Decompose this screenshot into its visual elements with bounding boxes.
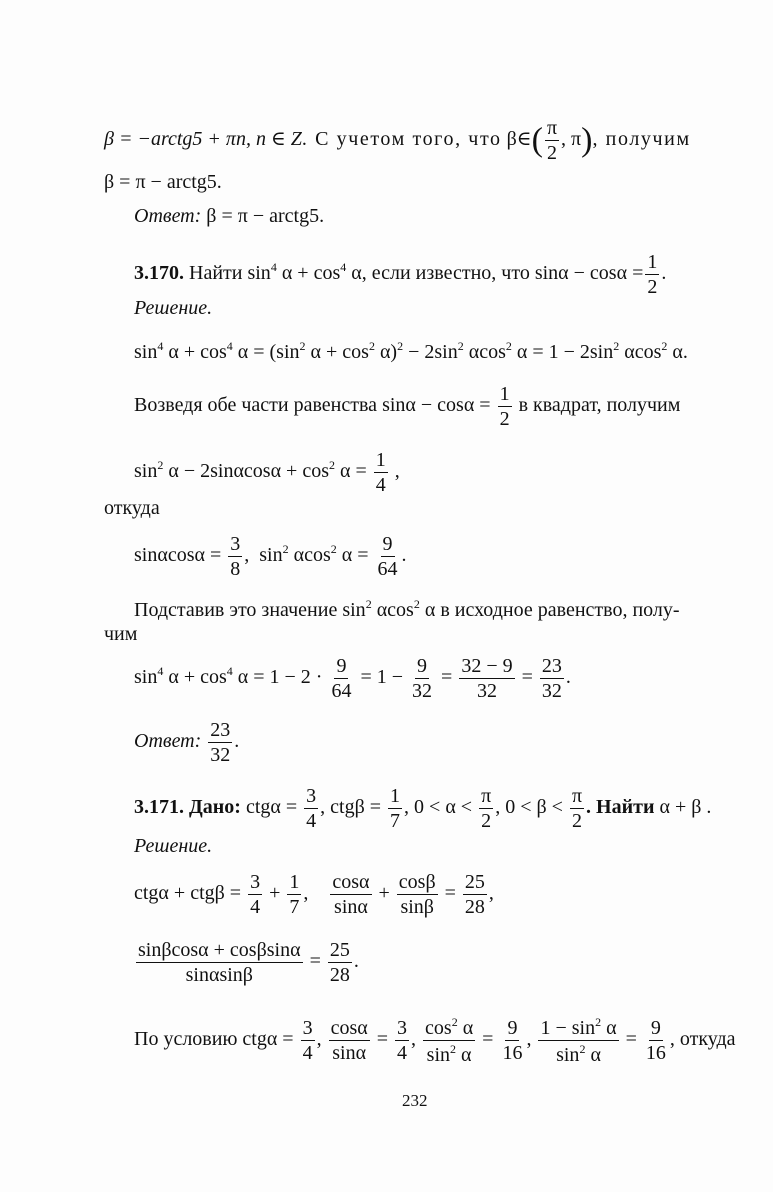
solution-label-1: Решение. [134,297,213,319]
quarter-fraction: $\frac{1}{4}$ [375,449,386,496]
interval-condition-right: , π [561,128,582,151]
problem-expr: $\sin^4 \alpha + \cos^4 \alpha$ [247,260,362,285]
pi-half-beta: $\frac{\pi}{2}$ [571,785,583,832]
cos-sin-b-fraction: $\frac{\cos\beta}{\sin\beta}$ [398,871,436,918]
beta-general-formula: β = −arctg5 + πn, n ∈ Z [104,128,302,151]
three-quarters-fraction-4: $\frac{3}{4}$ [397,1017,408,1064]
interval-condition-left: β∈ [506,128,532,151]
result-fraction: $\frac{23}{32}$ [541,655,562,702]
cos-sin-a-fraction-2: $\frac{\cos\alpha}{\sin\alpha}$ [330,1017,368,1064]
nine-64-fraction: $\frac{9}{64}$ [377,533,398,580]
substitute-text-b: в исходное равенство, полу- [440,599,680,621]
cos2-sin2-fraction: $\frac{\cos^2 \alpha}{\sin^2 \alpha}$ [425,1015,474,1066]
line1-end: , получим [592,128,691,151]
substitute-line: Подставив это значение $\sin^2 \alpha\cos^2$ α в исходное равенство, полу- [134,597,680,621]
sum-fraction: $\frac{\sin\beta\cos\alpha + \cos\beta\sin\alpha}{\sin\alpha\sin\beta}$ [138,939,301,986]
page-number: 232 [402,1091,428,1110]
answer-value: β = π − arctg5. [206,205,325,227]
squared-equation: $\sin^2 \alpha - 2\sin\alpha\cos\alpha + \cos^2 \alpha$ = $\frac{1}{4}$ , [134,449,400,496]
problem-3-171: 3.171. Дано: ctgα = $\frac{3}{4}$ , ctgβ = $\frac{1}{7}$ , 0 < α < $\frac{\pi}{2}$ , 0 < β < $\frac{\pi}{2}$ . Найти α + β . [134,785,712,832]
answer-2: Ответ: $\frac{23}{32}$ . [134,719,240,766]
problem-number: 3.170. [134,262,184,285]
final-computation: $\sin^4 \alpha + \cos^4 \alpha = 1 - 2$ · $\frac{9}{64}$ = 1 − $\frac{9}{32}$ = $\frac{32 - 9}{32}$ = $\frac{23}{32}$ . [134,655,571,702]
condition-end: , откуда [669,1028,736,1051]
answer-fraction: $\frac{23}{32}$ [210,719,231,766]
line-beta-general: β = −arctg5 + πn, n ∈ Z. С учетом того, что β∈( $\frac{\pi}{2}$ , π), получим [104,117,691,164]
problem-number-2: 3.171. [134,796,184,819]
problem-3-170: 3.170. Найти $\sin^4 \alpha + \cos^4 \alpha$, если известно, что sinα − cosα = $\frac{1}{2}$ . [134,251,667,298]
condition-text: По условию [134,1028,238,1051]
twentyfive-28-fraction-2: $\frac{25}{28}$ [329,939,350,986]
whence-word: откуда [104,497,160,519]
line-beta-result: β = π − arctg5. [104,171,222,193]
half-fraction-2: $\frac{1}{2}$ [499,383,510,430]
squaring-line: Возведя обе части равенства sinα − cosα = $\frac{1}{2}$ в квадрат, получим [134,383,681,430]
three-quarters-fraction-3: $\frac{3}{4}$ [302,1017,313,1064]
substitute-line-cont: чим [104,623,138,645]
nine-64-fraction-2: $\frac{9}{64}$ [331,655,352,702]
one-seventh-fraction: $\frac{1}{7}$ [390,785,401,832]
product-line: sinαcosα = $\frac{3}{8}$ , $\sin^2 \alpha\cos^2$ α = $\frac{9}{64}$ . [134,533,407,580]
problem-text-b: , если известно, что [361,262,530,285]
substitute-text-a: Подставив это значение [134,599,338,621]
pi-over-2-fraction: $\frac{\pi}{2}$ [546,117,558,164]
find-text: . Найти [586,796,655,819]
solution-label-2: Решение. [134,835,213,857]
difference-fraction: $\frac{32 - 9}{32}$ [461,655,513,702]
three-quarters-fraction: $\frac{3}{4}$ [306,785,317,832]
squaring-text: Возведя обе части равенства [134,394,378,417]
given-equation: sinα − cosα = [534,262,644,285]
answer-1 [134,206,324,226]
twentyfive-28-fraction: $\frac{25}{28}$ [464,871,485,918]
one-minus-sin2-fraction: $\frac{1 - \sin^2 \alpha}{\sin^2 \alpha}$ [540,1015,617,1066]
cos-sin-a-fraction: $\frac{\cos\alpha}{\sin\alpha}$ [332,871,370,918]
given-label: Дано: [189,796,241,819]
condition-line: По условию ctgα = $\frac{3}{4}$ , $\frac{\cos\alpha}{\sin\alpha}$ = $\frac{3}{4}$ , $\frac{\cos^2 \alpha}{\sin^2 \alpha}$ = $\frac{9}{16}$ , $\frac{1 - \sin^2 \alpha}{\sin^2 \alpha}$ = $\frac{9}{16}$ , откуда [134,1015,736,1066]
squaring-end: в квадрат, получим [518,394,681,417]
three-eighths-fraction: $\frac{3}{8}$ [230,533,241,580]
pi-half-alpha: $\frac{\pi}{2}$ [481,785,492,832]
half-fraction: $\frac{1}{2}$ [647,251,658,298]
one-seventh-fraction-2: $\frac{1}{7}$ [289,871,300,918]
combined-fraction-line: $\frac{\sin\beta\cos\alpha + \cos\beta\sin\alpha}{\sin\alpha\sin\beta}$ = $\frac{25}{28}$ . [138,939,359,986]
identity-line: $\sin^4 \alpha + \cos^4 \alpha = (\sin^2$ $\alpha + \cos^2 \alpha)^2 - 2\sin^2$ αcos$^2$ $\alpha = 1 - 2\sin^2$ αcos$^2$ α. [134,339,688,363]
answer-label-2: Ответ: [134,730,202,753]
problem-text-a: Найти [189,262,243,285]
nine-32-fraction: $\frac{9}{32}$ [412,655,433,702]
nine-16-fraction: $\frac{9}{16}$ [502,1017,523,1064]
ctg-sum-line: ctgα + ctgβ = $\frac{3}{4}$ + $\frac{1}{7}$ , $\frac{\cos\alpha}{\sin\alpha}$ + $\frac{\cos\beta}{\sin\beta}$ = $\frac{25}{28}$ , [134,871,494,918]
three-quarters-fraction-2: $\frac{3}{4}$ [250,871,261,918]
line1-text: . С учетом того, что [301,128,502,151]
nine-16-fraction-2: $\frac{9}{16}$ [645,1017,666,1064]
answer-label: Ответ: [134,205,202,227]
